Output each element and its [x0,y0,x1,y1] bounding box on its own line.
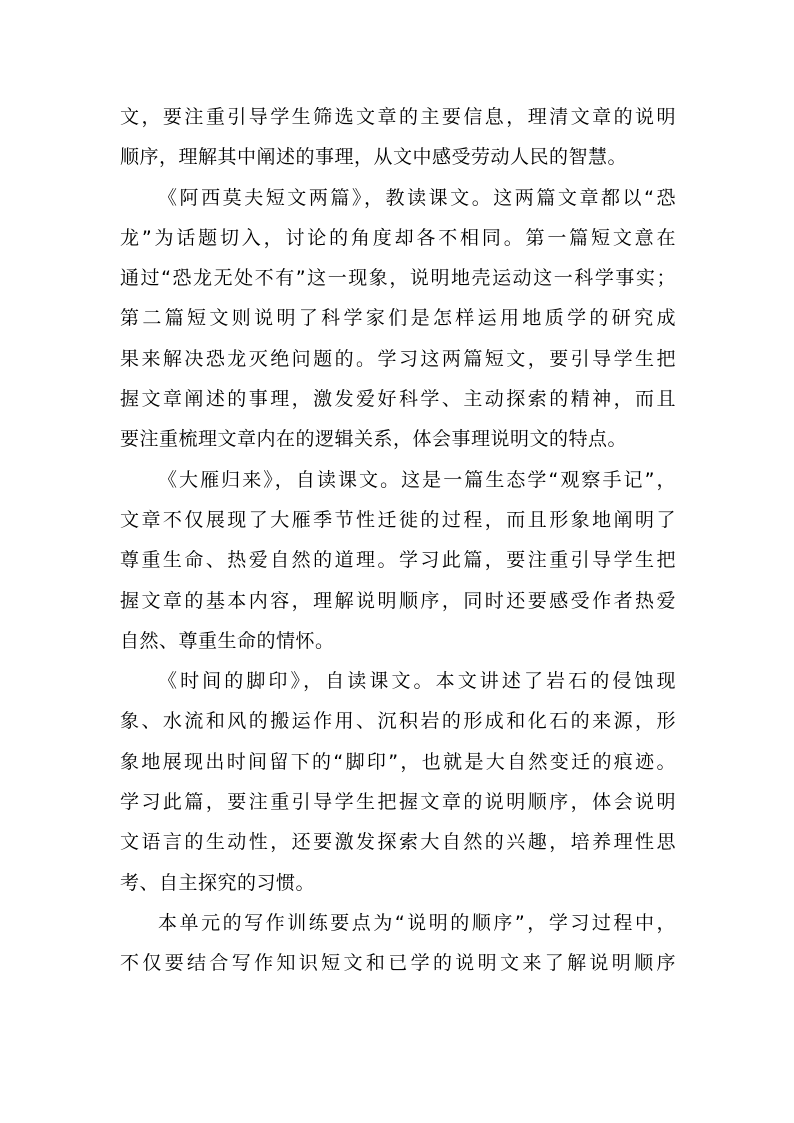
text-line: 文，要注重引导学生筛选文章的主要信息，理清文章的说明 [120,106,676,128]
text-line: 《时间的脚印》，自读课文。本文讲述了岩石的侵蚀现 [158,670,676,693]
text-line: 要注重梳理文章内在的逻辑关系，体会事理说明文的特点。 [120,428,628,451]
text-line: 第二篇短文则说明了科学家们是怎样运用地质学的研究成 [120,307,676,330]
text-line: 《大雁归来》，自读课文。这是一篇生态学“观察手记”， [158,468,676,491]
text-line: 顺序，理解其中阐述的事理，从文中感受劳动人民的智慧。 [120,146,628,169]
text-line: 本单元的写作训练要点为“说明的顺序”，学习过程中， [158,911,676,934]
text-line: 学习此篇，要注重引导学生把握文章的说明顺序，体会说明 [120,791,676,814]
text-line: 象、水流和风的搬运作用、沉积岩的形成和化石的来源，形 [120,710,676,733]
text-line: 文章不仅展现了大雁季节性迁徙的过程，而且形象地阐明了 [120,508,676,531]
text-line: 《阿西莫夫短文两篇》，教读课文。这两篇文章都以“恐 [158,186,676,209]
text-line: 握文章阐述的事理，激发爱好科学、主动探索的精神，而且 [120,388,676,411]
text-line: 象地展现出时间留下的“脚印”，也就是大自然变迁的痕迹。 [120,750,676,773]
text-line: 不仅要结合写作知识短文和已学的说明文来了解说明顺序 [120,952,676,975]
text-line: 考、自主探究的习惯。 [120,871,316,894]
text-line: 龙”为话题切入，讨论的角度却各不相同。第一篇短文意在 [120,226,676,249]
text-line: 果来解决恐龙灭绝问题的。学习这两篇短文，要引导学生把 [120,347,676,370]
text-line: 握文章的基本内容，理解说明顺序，同时还要感受作者热爱 [120,589,676,612]
text-line: 文语言的生动性，还要激发探索大自然的兴趣，培养理性思 [120,831,676,854]
text-line: 自然、尊重生命的情怀。 [120,629,335,652]
text-line: 通过“恐龙无处不有”这一现象，说明地壳运动这一科学事实； [120,267,676,290]
text-line: 尊重生命、热爱自然的道理。学习此篇，要注重引导学生把 [120,549,676,572]
body-text [120,97,676,984]
